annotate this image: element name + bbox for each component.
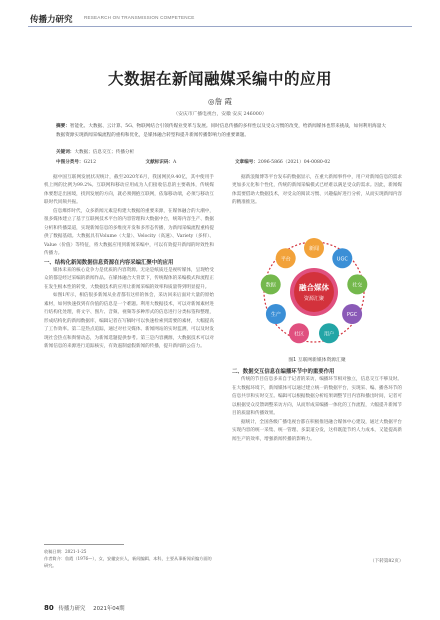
diagram-node-label: 社区 <box>293 331 305 338</box>
diagram-node-label: PGC <box>346 312 358 318</box>
paragraph: 媒体未来的核心竞争力是优质的内容资源。无论是纸质还是视听媒体，呈现给受众的都是经过采编的新闻作品。在媒体融合大背景下，传统媒体的采编模式和流程正在发生根本性的转变，大数据技术的应用让新闻采编的效率和质量得到明显提升。 <box>44 267 214 290</box>
article-number-value: 2096-5866（2021）04-0080-02 <box>257 160 331 165</box>
author-bio: 作者简介：詹霞（1976—），女，安徽安庆人，新闻编辑、本科，主要从事新闻采编方面的研究。 <box>44 556 212 569</box>
center-inner-circle <box>294 272 334 312</box>
article-meta <box>56 159 386 165</box>
doc-code-value: A <box>173 160 177 165</box>
footnote-divider <box>44 544 124 545</box>
diagram-node-label: 生产 <box>270 312 281 318</box>
center-sublabel: 资源汇聚 <box>303 296 325 302</box>
body-column-right-lower <box>232 368 402 444</box>
page-number: 80 <box>44 604 54 612</box>
received-date: 收稿日期：2021-1-25 <box>44 549 87 554</box>
doc-code-label: 文献标识码： <box>145 160 174 165</box>
body-column-left <box>44 174 214 352</box>
section-heading: 二、数据交互信息在编播环节中的重要作用 <box>232 369 335 375</box>
diagram-node-label: UGC <box>336 256 348 263</box>
header-divider <box>28 26 412 27</box>
abstract-text: 智能化、大数据、云计算、5G、物联网结合引领传媒业变革与发展。同时信息传播的多样性以及受众习惯的改变，给新闻媒体也带来挑战，如何利用海量大数据资源实现新闻采编流程的重构和优化，是媒体融合转型和提升新闻传播影响力的重要课题。 <box>56 124 386 138</box>
center-label: 融合媒体 <box>299 283 329 292</box>
journal-name: 传播力研究 <box>30 15 73 25</box>
abstract <box>56 123 386 140</box>
footer-issue: 2021年04期 <box>93 606 125 612</box>
diagram-node-label: 新闻 <box>308 246 320 252</box>
paragraph: 据新浪微博等平台发布的数据显示，在重大新闻事件中，用户对新闻信息的需求更加多元化和个性化，传统的新闻采编模式已经难以满足受众的需求。因此，新闻媒体需要借助大数据技术，对受众的阅读习惯、兴趣偏好进行分析，从而实现新闻内容的精准推送。 <box>232 175 402 206</box>
keywords-text: 大数据；信息交互；传播分析 <box>74 150 135 155</box>
paragraph: 如图1所示，相信很多新闻从业者都有这样的体会，采访回来后面对大量的原始素材，如何快速找到有价值的信息是一个难题。利用大数据技术，可以对新闻素材进行结构化处理，将文字、图片、音频、视频等多种形式的信息进行分类标签和整理，形成结构化的新闻数据库，编辑记者在写稿时可以快速检索到需要的素材，大幅提高了工作效率。第二是热点追踪，通过对社交媒体、新闻网站的实时监测，可以及时发现社会热点和舆情动态，为新闻选题提供参考。第三是内容溯源，大数据技术可以对新闻信息的来源进行追踪核实，有效遏制虚假新闻的传播，提升新闻的公信力。 <box>44 293 214 350</box>
page-footer <box>44 604 125 612</box>
diagram-node-label: 用户 <box>323 331 335 338</box>
diagram-node-label: 社交 <box>352 282 363 289</box>
keywords-label: 关键词： <box>56 150 75 155</box>
clc-value: G212 <box>83 160 97 165</box>
article-number-label: 文章编号： <box>234 160 258 165</box>
article-title: 大数据在新闻融媒采编中的应用 <box>107 70 332 88</box>
paragraph: 信息爆炸时代，众多新闻元素是构建大数据的重要来源，在媒体融合的大潮中，很多媒体建立了基于互联网技术平台的内容管理和大数据中台，统筹内容生产、数据分析和传播渠道，实现新闻信息的多维度开发和多形态传播，为新闻采编流程重构提供了数据基础。大数据具有Volume（大量）、Velocity（高速）、Variety（多样）、Value（价值）等特征，将大数据应用到新闻采编中，可以有效提升新闻的时效性和传播力。 <box>44 208 214 257</box>
abstract-label: 摘要： <box>56 124 70 129</box>
paragraph: 据统计，全国各级广播电视台都在积极推进融合媒体中心建设，通过大数据平台实现内容的统一采集、统一管理、多渠道分发，这样既能节约人力成本，又能提高新闻生产的效率，增强新闻传播的影响力。 <box>232 419 402 442</box>
diagram-node-label: 平台 <box>280 256 291 263</box>
paragraph: 据中国互联网发展状况统计，截至2020年6月，我国网民9.40亿，其中使用手机上网的比例为99.2%。互联网和移动应用成为人们接收信息的主要载体，传统媒体要想走出困境，找到发展的方向，就必须拥抱互联网，依靠移动端，必须与移动互联时代同频共振。 <box>44 175 214 206</box>
body-column-right <box>232 174 402 208</box>
paragraph: 传统的节目信息多来自于记者的采访，编播环节相对独立，信息交互不够及时。在大数据环境下，新闻媒体可以通过建立统一的数据平台，实现采、编、播各环节的信息共享和实时交互。编辑可以根据数据分析结果调整节目内容和播出时间，记者可以根据受众反馈调整采访方向，从而形成采编播一体化的工作流程，大幅提升新闻节目的质量和传播效果。 <box>232 377 402 417</box>
keywords <box>56 149 386 155</box>
media-convergence-diagram <box>244 232 384 350</box>
section-heading: 一、结构化新闻数据信息资源在内容采编汇聚中的应用 <box>44 259 174 266</box>
figure-caption: 图1 互联网新媒体资源汇聚 <box>288 358 346 363</box>
footnote <box>44 548 214 570</box>
article-author: ◎詹 霞 <box>208 97 232 106</box>
footer-journal: 传播力研究 <box>58 606 86 612</box>
author-affiliation: （安庆市广播电视台，安徽 安庆 246000） <box>173 112 267 117</box>
journal-name-en: RESEARCH ON TRANSMISSION COMPETENCE <box>84 15 195 20</box>
page-header <box>0 0 440 30</box>
diagram-node-label: 数据 <box>265 282 276 289</box>
continued-note: （下转第82页） <box>370 559 404 564</box>
clc-label: 中图分类号： <box>56 160 84 165</box>
